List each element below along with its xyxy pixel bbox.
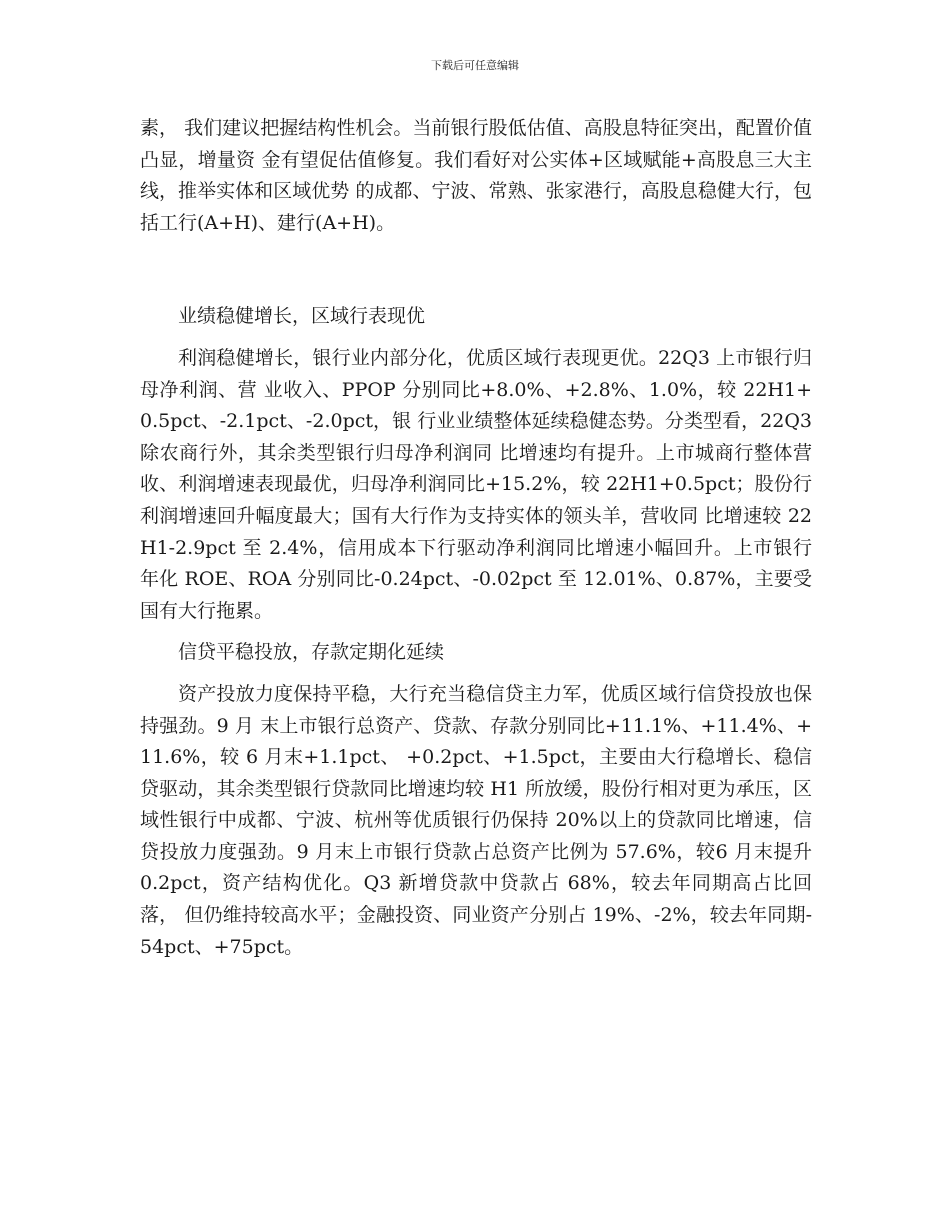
section2-paragraph: 资产投放力度保持平稳，大行充当稳信贷主力军，优质区域行信贷投放也保持强劲。9 月 末上市银行总资产、贷款、存款分别同比+11.1%、+11.4%、+11.6%，较 6 月末+1.1pct、 +0.2pct、+1.5pct，主要由大行稳增长、稳信贷驱动，其余类型银行贷款同比增速均较 H1 所放缓，股份行相对更为承压，区域性银行中成都、宁波、杭州等优质银行仍保持 20%以上的贷款同比增速，信贷投放力度强劲。9 月末上市银行贷款占总资产比例为 57.6%，较6 月末提升 0.2pct，资产结构优化。Q3 新增贷款中贷款占 68%，较去年同期高占比回落， 但仍维持较高水平；金融投资、同业资产分别占 19%、-2%，较去年同期-54pct、+75pct。 [140, 682, 812, 958]
intro-paragraph: 素， 我们建议把握结构性机会。当前银行股低估值、高股息特征突出，配置价值凸显，增量资 金有望促估值修复。我们看好对公实体+区域赋能+高股息三大主线，推举实体和区域优势 的成都、宁波、常熟、张家港行，高股息稳健大行，包括工行(A+H)、建行(A+H)。 [140, 117, 812, 234]
document-body [140, 113, 812, 963]
section1-heading: 业绩稳健增长，区域行表现优 [178, 305, 426, 328]
section1-paragraph: 利润稳健增长，银行业内部分化，优质区域行表现更优。22Q3 上市银行归母净利润、营 业收入、PPOP 分别同比+8.0%、+2.8%、1.0%，较 22H1+0.5pct、-2.1pct、-2.0pct，银 行业业绩整体延续稳健态势。分类型看，22Q3 除农商行外，其余类型银行归母净利润同 比增速均有提升。上市城商行整体营收、利润增速表现最优，归母净利润同比+15.2%，较 22H1+0.5pct；股份行利润增速回升幅度最大；国有大行作为支持实体的领头羊，营收同 比增速较 22H1-2.9pct 至 2.4%，信用成本下行驱动净利润同比增速小幅回升。上市银行 年化 ROE、ROA 分别同比-0.24pct、-0.02pct 至 12.01%、0.87%，主要受国有大行拖累。 [140, 346, 812, 622]
page-header: 下载后可任意编辑 [431, 59, 519, 72]
section2-heading: 信贷平稳投放，存款定期化延续 [178, 641, 445, 664]
